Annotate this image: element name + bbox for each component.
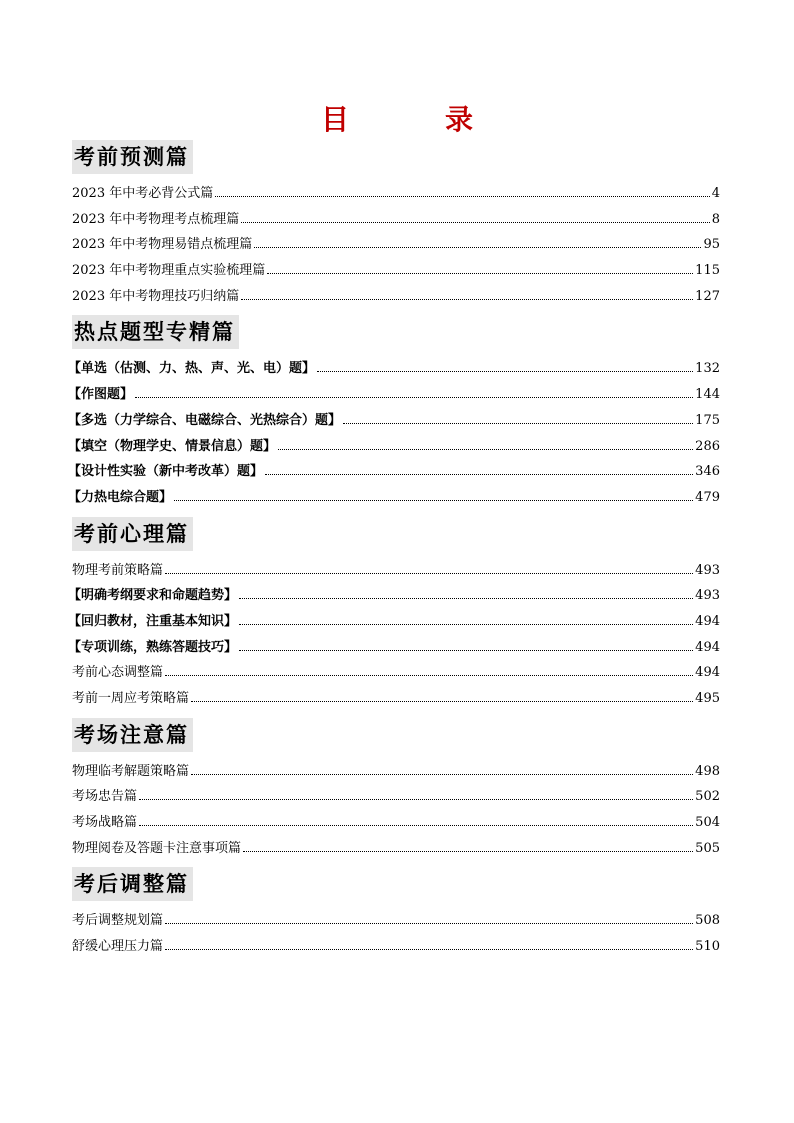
toc-entry[interactable] [72, 207, 720, 233]
toc-section [72, 718, 720, 862]
dot-leader [267, 273, 693, 274]
toc-entry-page: 115 [695, 263, 720, 279]
toc-entry[interactable] [68, 635, 720, 661]
toc-entry-page: 175 [695, 412, 720, 428]
toc-entry-page: 127 [695, 288, 720, 304]
dot-leader [191, 701, 693, 702]
toc-entry-page: 495 [695, 691, 720, 706]
toc-entry[interactable] [72, 258, 720, 284]
toc-entry[interactable] [72, 908, 720, 934]
toc-entry-label: 物理考前策略篇 [72, 562, 164, 578]
toc-entry-label: 2023 年中考物理考点梳理篇 [72, 211, 240, 227]
toc-entry[interactable] [72, 836, 720, 862]
toc-entry[interactable] [72, 686, 720, 712]
toc-entry-page: 95 [703, 237, 720, 253]
section-heading: 考前心理篇 [72, 517, 193, 551]
toc-entry-page: 498 [695, 763, 720, 779]
toc-entry-page: 8 [711, 211, 720, 227]
dot-leader [239, 598, 693, 599]
toc-entry-list [68, 558, 720, 712]
section-heading: 考后调整篇 [72, 867, 193, 901]
toc-entry-label: 【作图题】 [68, 387, 134, 403]
toc-entry[interactable] [72, 660, 720, 686]
toc-entry-label: 考前心态调整篇 [72, 665, 164, 681]
dot-leader [165, 675, 693, 676]
toc-entry-label: 【回归教材，注重基本知识】 [68, 613, 238, 629]
section-heading: 考场注意篇 [72, 718, 193, 752]
toc-entry-label: 2023 年中考物理重点实验梳理篇 [72, 263, 266, 279]
toc-entry-label: 物理阅卷及答题卡注意事项篇 [72, 840, 242, 856]
dot-leader [165, 573, 693, 574]
toc-entry-label: 【明确考纲要求和命题趋势】 [68, 588, 238, 604]
toc-entry-label: 考场忠告篇 [72, 789, 138, 805]
dot-leader [343, 423, 693, 424]
dot-leader [174, 500, 693, 501]
toc-entry-page: 493 [695, 588, 720, 604]
toc-entry[interactable] [68, 485, 720, 511]
toc-entry-page: 132 [695, 361, 720, 377]
dot-leader [165, 949, 693, 950]
dot-leader [239, 624, 693, 625]
toc-entry[interactable] [72, 934, 720, 960]
toc-entry-page: 505 [695, 840, 720, 856]
toc-entry[interactable] [72, 810, 720, 836]
dot-leader [139, 825, 693, 826]
toc-entry[interactable] [72, 784, 720, 810]
toc-entry-label: 2023 年中考物理易错点梳理篇 [72, 237, 253, 253]
page-title: 目 录 [320, 103, 507, 136]
toc-entry-page: 346 [695, 464, 720, 480]
toc-entry[interactable] [68, 408, 720, 434]
dot-leader [165, 923, 693, 924]
toc-entry-page: 4 [711, 186, 720, 201]
toc-entry-list [72, 181, 720, 309]
toc-entry-label: 考后调整规划篇 [72, 913, 164, 929]
toc-entry[interactable] [68, 609, 720, 635]
toc-entry-page: 504 [695, 815, 720, 831]
toc-entry[interactable] [72, 759, 720, 785]
dot-leader [241, 299, 693, 300]
dot-leader [278, 449, 693, 450]
toc-section [68, 517, 720, 712]
dot-leader [135, 397, 693, 398]
toc-entry-page: 144 [695, 387, 720, 403]
toc-entry[interactable] [72, 232, 720, 258]
toc-entry[interactable] [72, 181, 720, 207]
dot-leader [191, 774, 693, 775]
toc-sections [68, 140, 720, 966]
toc-entry-page: 494 [695, 639, 720, 655]
toc-entry-label: 考场战略篇 [72, 815, 138, 831]
toc-entry[interactable] [72, 558, 720, 584]
toc-entry-label: 【单选（估测、力、热、声、光、电）题】 [68, 361, 316, 377]
dot-leader [243, 851, 693, 852]
toc-entry-label: 【设计性实验（新中考改革）题】 [68, 464, 264, 480]
dot-leader [254, 247, 701, 248]
toc-entry[interactable] [68, 356, 720, 382]
toc-entry[interactable] [72, 284, 720, 310]
dot-leader [239, 650, 693, 651]
toc-section [72, 867, 720, 959]
toc-entry[interactable] [68, 459, 720, 485]
toc-entry-label: 【填空（物理学史、情景信息）题】 [68, 438, 277, 454]
dot-leader [265, 474, 693, 475]
toc-entry-label: 2023 年中考必背公式篇 [72, 186, 214, 201]
toc-entry-label: 舒缓心理压力篇 [72, 939, 164, 955]
toc-entry[interactable] [68, 382, 720, 408]
toc-entry-list [68, 356, 720, 510]
toc-entry-page: 479 [695, 489, 720, 505]
toc-entry-page: 286 [695, 438, 720, 454]
toc-section [72, 140, 720, 309]
dot-leader [139, 799, 693, 800]
toc-entry-label: 考前一周应考策略篇 [72, 691, 190, 706]
toc-entry[interactable] [68, 434, 720, 460]
toc-entry-page: 493 [695, 562, 720, 578]
toc-entry-page: 494 [695, 665, 720, 681]
section-heading: 考前预测篇 [72, 140, 193, 174]
toc-section [68, 315, 720, 510]
toc-entry-page: 510 [695, 939, 720, 955]
toc-entry-page: 494 [695, 613, 720, 629]
toc-entry-label: 【专项训练，熟练答题技巧】 [68, 639, 238, 655]
toc-entry-label: 【力热电综合题】 [68, 489, 173, 505]
dot-leader [241, 222, 710, 223]
dot-leader [215, 196, 710, 197]
toc-entry-label: 2023 年中考物理技巧归纳篇 [72, 288, 240, 304]
toc-entry-list [72, 908, 720, 959]
toc-entry-list [72, 759, 720, 862]
toc-entry[interactable] [68, 583, 720, 609]
toc-entry-page: 508 [695, 913, 720, 929]
dot-leader [317, 371, 693, 372]
toc-entry-label: 【多选（力学综合、电磁综合、光热综合）题】 [68, 412, 342, 428]
toc-entry-label: 物理临考解题策略篇 [72, 763, 190, 779]
toc-entry-page: 502 [695, 789, 720, 805]
section-heading: 热点题型专精篇 [72, 315, 239, 349]
